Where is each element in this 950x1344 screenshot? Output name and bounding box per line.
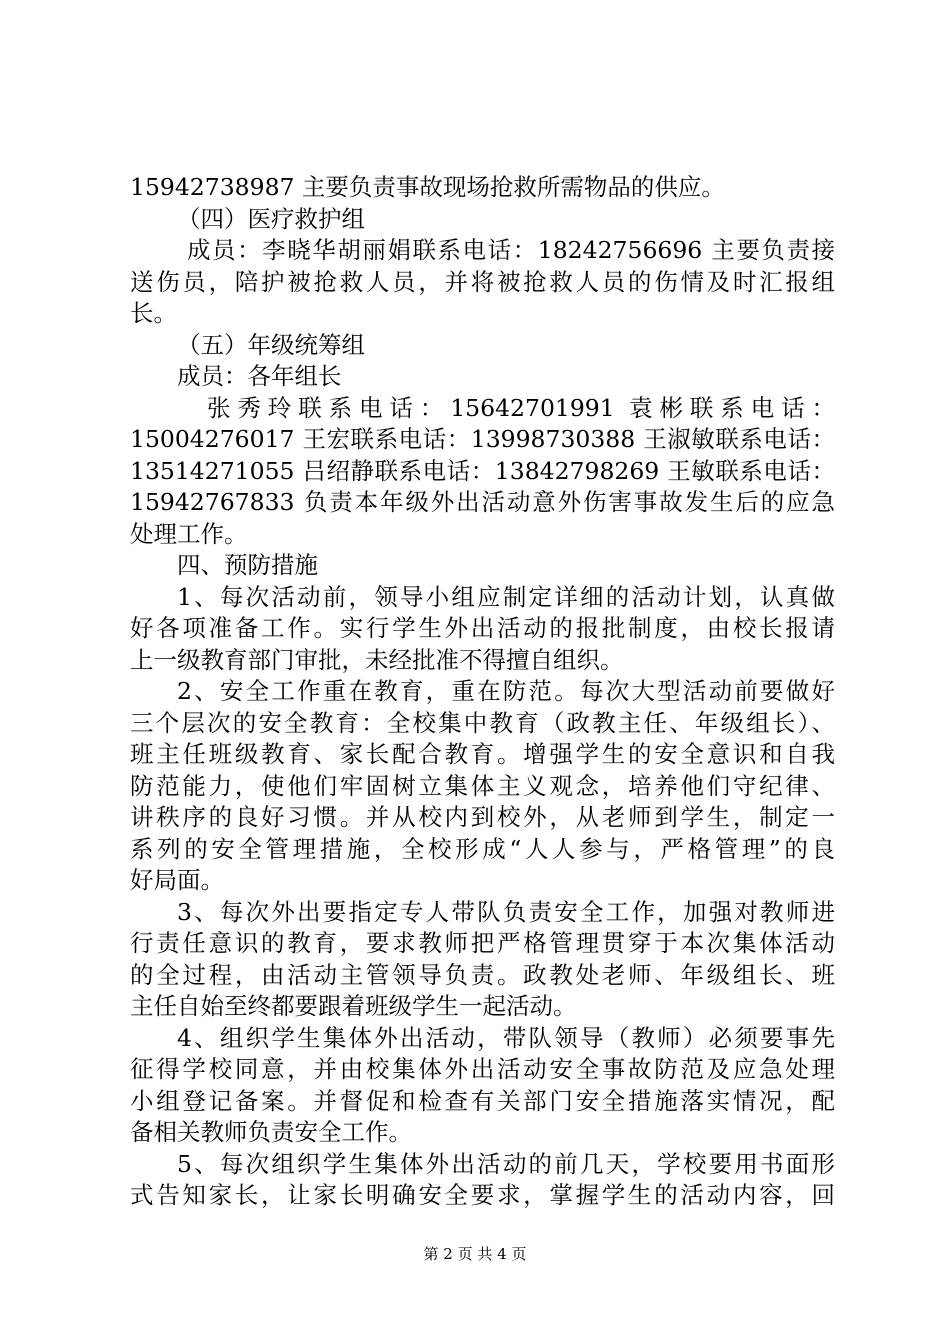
text-line: 15942738987 主要负责事故现场抢救所需物品的供应。 (130, 173, 725, 201)
text-line: （四）医疗救护组 (177, 204, 365, 233)
text-line: 13514271055 吕绍静联系电话：13842798269 王敏联系电话： (130, 456, 835, 485)
text-line: 的全过程，由活动主管领导负责。政教处老师、年级组长、班 (130, 960, 835, 989)
text-line: 长。 (130, 299, 177, 327)
text-line: 防范能力，使他们牢固树立集体主义观念，培养他们守纪律、 (130, 771, 835, 800)
text-line: 四、预防措施 (177, 551, 318, 579)
text-line: 4、组织学生集体外出活动，带队领导（教师）必须要事先 (177, 1023, 835, 1052)
text-line: 送伤员，陪护被抢救人员，并将被抢救人员的伤情及时汇报组 (130, 267, 835, 296)
text-line: 处理工作。 (130, 519, 248, 548)
text-line: 3、每次外出要指定专人带队负责安全工作，加强对教师进 (177, 897, 835, 926)
text-line: 好各项准备工作。实行学生外出活动的报批制度，由校长报请 (130, 614, 835, 642)
text-line: 好局面。 (130, 866, 224, 894)
text-line: 班主任班级教育、家长配合教育。增强学生的安全意识和自我 (130, 740, 835, 768)
text-line: 成员：各年组长 (177, 362, 342, 390)
text-line: 征得学校同意，并由校集体外出活动安全事故防范及应急处理 (130, 1055, 835, 1083)
text-line: 15004276017 王宏联系电话：13998730388 王淑敏联系电话： (130, 425, 835, 453)
text-line: 行责任意识的教育，要求教师把严格管理贯穿于本次集体活动 (130, 929, 835, 957)
text-line: 5、每次组织学生集体外出活动的前几天，学校要用书面形 (177, 1149, 835, 1178)
text-line: 15942767833 负责本年级外出活动意外伤害事故发生后的应急 (130, 488, 835, 516)
text-line: 成员：李晓华胡丽娟联系电话：18242756696 主要负责接 (187, 236, 835, 264)
text-line: 系列的安全管理措施，全校形成“人人参与，严格管理”的良 (130, 834, 835, 863)
text-line: 上一级教育部门审批，未经批准不得擅自组织。 (130, 645, 624, 674)
text-line: 讲秩序的良好习惯。并从校内到校外，从老师到学生，制定一 (130, 803, 835, 831)
text-line: 式告知家长，让家长明确安全要求，掌握学生的活动内容，回 (130, 1181, 835, 1209)
text-line: 2、安全工作重在教育，重在防范。每次大型活动前要做好 (177, 677, 835, 705)
text-line: 主任自始至终都要跟着班级学生一起活动。 (130, 992, 577, 1020)
text-line: 小组登记备案。并督促和检查有关部门安全措施落实情况，配 (130, 1086, 835, 1115)
page-footer: 第 2 页 共 4 页 (423, 1245, 527, 1263)
text-line: 三个层次的安全教育：全校集中教育（政教主任、年级组长）、 (130, 708, 835, 737)
text-line: 备相关教师负责安全工作。 (130, 1118, 412, 1146)
document-body (130, 172, 835, 1212)
text-line: （五）年级统筹组 (177, 330, 365, 359)
text-line: 1、每次活动前，领导小组应制定详细的活动计划，认真做 (177, 582, 835, 611)
text-line: 张秀玲联系电话：15642701991 袁彬联系电话： (207, 393, 835, 422)
